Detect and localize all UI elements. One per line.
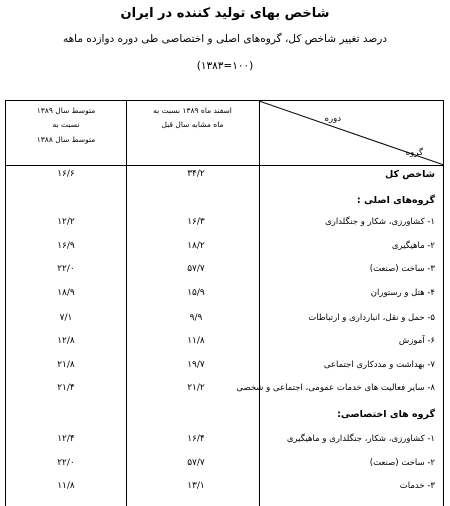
table-row [6,481,443,501]
row-value-annual: ۲۲/۰ [57,458,75,468]
document-subtitle: درصد تغییر شاخص کل، گروه‌های اصلی و اختصاصی طی دوره دوازده ماهه [62,33,388,45]
header-period-label: دوره [324,114,341,124]
row-value-monthly: ۱۸/۲ [187,241,205,251]
row-value-monthly: ۹/۹ [189,313,203,323]
header-col-monthly-line: اسفند ماه ۱۳۸۹ نسبت به [153,106,232,115]
row-label: ۲- ماهیگیری [391,241,435,251]
header-col-monthly-line: ماه مشابه سال قبل [161,120,224,130]
row-value-annual: ۲۱/۴ [57,383,75,393]
row-label: ۴- هتل و رستوران [370,288,435,298]
row-value-annual: ۱۶/۹ [57,241,75,251]
row-value-monthly: ۱۶/۴ [187,434,205,444]
base-year-note: (۱۰۰=۱۳۸۳) [196,60,254,72]
row-value-monthly: ۱۳/۱ [187,481,205,491]
row-value-annual: ۲۱/۸ [57,360,75,370]
row-value-monthly: ۲۱/۲ [187,383,205,393]
row-value-monthly: ۱۱/۸ [187,336,205,346]
row-value-annual: ۱۲/۴ [57,434,75,444]
row-label: ۱- کشاورزی، شکار و جنگلداری [325,217,435,227]
row-value-monthly: ۱۹/۷ [187,360,205,370]
row-label: ۶- آموزش [398,336,435,346]
row-value-monthly: ۱۶/۳ [187,217,205,227]
table-row [6,169,443,189]
table-row [6,313,443,333]
table-row [6,383,443,403]
row-value-annual: ۱۸/۹ [57,288,75,298]
row-value-annual: ۷/۱ [59,313,73,323]
row-label: ۸- سایر فعالیت های خدمات عمومی، اجتماعی و شخصی [236,383,435,393]
row-value-annual: ۱۶/۶ [57,169,75,179]
row-label: ۲- ساخت (صنعت) [369,458,435,468]
row-value-monthly: ۵۷/۷ [187,458,205,468]
row-label: ۵- حمل و نقل، انبارداری و ارتباطات [308,313,435,323]
row-value-monthly: ۵۷/۷ [187,264,205,274]
row-value-annual: ۲۲/۰ [57,264,75,274]
table-row [6,217,443,237]
header-divider [6,165,443,166]
table-row [6,264,443,284]
table-row [6,409,443,429]
table-row [6,288,443,308]
table-row [6,336,443,356]
table-row [6,360,443,380]
table-row [6,241,443,261]
row-label: شاخص کل [384,169,435,180]
row-label: ۳- خدمات [399,481,435,491]
row-value-annual: ۱۲/۸ [57,336,75,346]
header-col-annual-line: متوسط سال ۱۳۸۹ [36,106,96,115]
header-col-annual-line: نسبت به [52,120,80,130]
header-col-monthly [131,107,254,130]
document-title: شاخص بهای تولید کننده در ایران [120,6,330,21]
row-label: ۱- کشاورزی، شکار، جنگلداری و ماهیگیری [286,434,435,444]
row-label: گروه های اختصاصی: [337,409,435,420]
row-label: گروه‌های اصلی : [356,195,435,206]
row-label: ۷- بهداشت و مددکاری اجتماعی [323,360,435,370]
table-row [6,458,443,478]
table-row [6,195,443,215]
row-value-monthly: ۱۵/۹ [187,288,205,298]
row-label: ۳- ساخت (صنعت) [369,264,435,274]
header-col-annual-line: متوسط سال ۱۳۸۸ [36,134,96,144]
ppi-table [5,100,444,506]
header-group-label: گروه [405,148,423,158]
row-value-annual: ۱۲/۲ [57,217,75,227]
table-row [6,434,443,454]
row-value-monthly: ۳۴/۲ [187,169,205,179]
header-col-annual [10,107,122,144]
row-value-annual: ۱۱/۸ [57,481,75,491]
